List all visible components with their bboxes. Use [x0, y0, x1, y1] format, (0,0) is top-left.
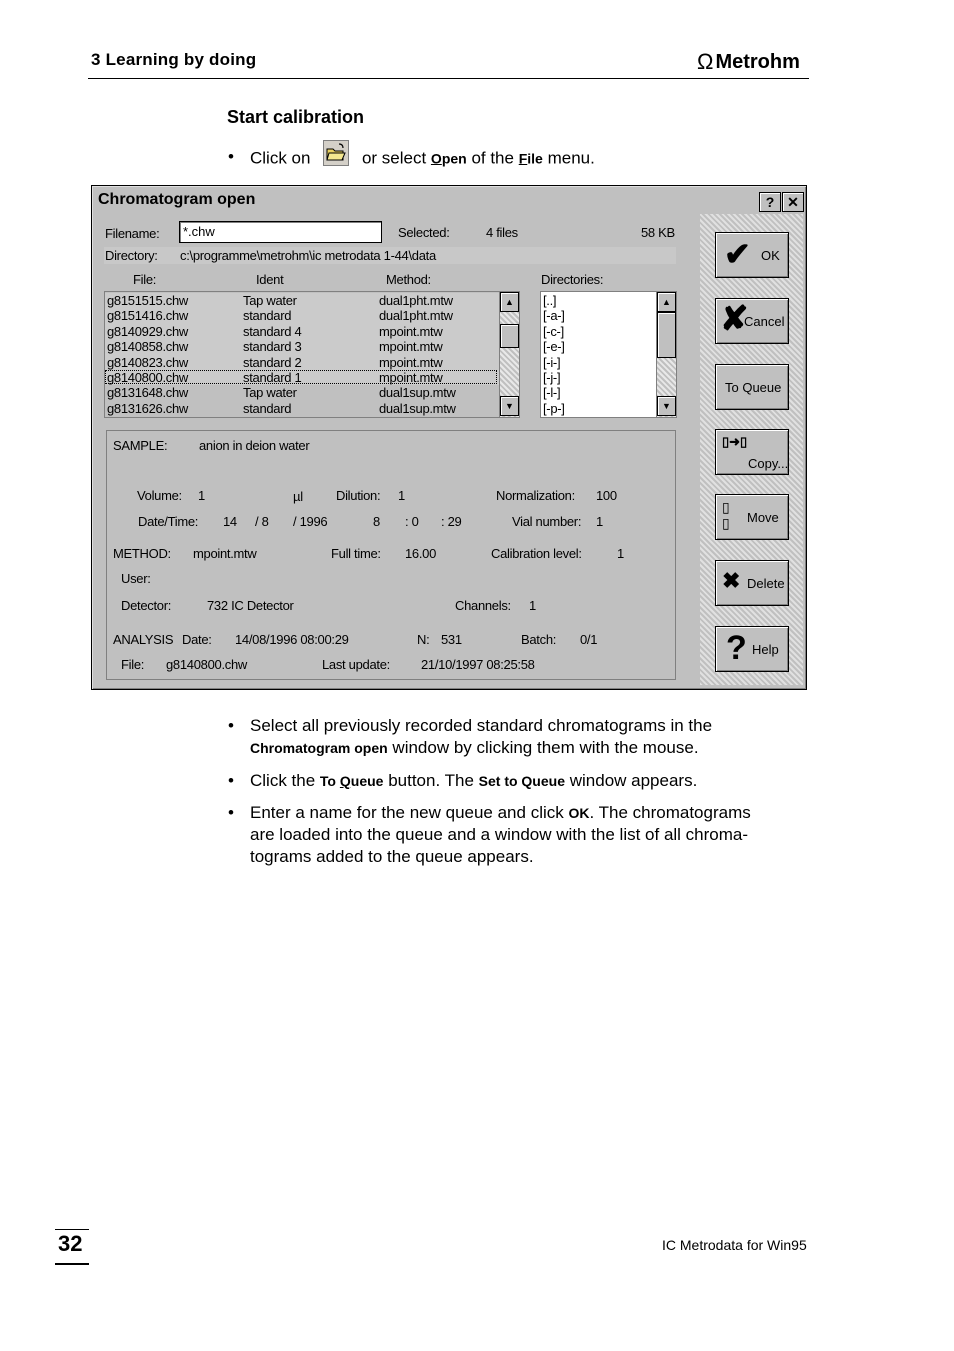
- open-menu-ref: Open: [430, 150, 467, 167]
- col-method-header[interactable]: Method:: [344, 270, 448, 288]
- channels-value: 1: [529, 598, 536, 613]
- sample-label: SAMPLE:: [113, 438, 168, 453]
- page-number-rule-top: [55, 1229, 89, 1230]
- date-label: Date:: [182, 632, 212, 647]
- directory-item[interactable]: [-j-]: [543, 370, 561, 385]
- vial-label: Vial number:: [512, 514, 582, 529]
- date-value: 14/08/1996 08:00:29: [235, 632, 349, 647]
- bullet-click-to-queue: • Click the To Queue button. The Set to Queue window appears.: [228, 771, 698, 790]
- filename-input[interactable]: *.chw: [179, 221, 382, 243]
- analysis-label: ANALYSIS: [113, 632, 174, 647]
- datetime-label: Date/Time:: [138, 514, 199, 529]
- scroll-thumb[interactable]: [657, 312, 676, 358]
- omega-logo-icon: Ω: [697, 49, 714, 74]
- directory-item[interactable]: [-i-]: [543, 355, 561, 370]
- delete-icon: ✖: [722, 568, 741, 593]
- question-mark-icon: ?: [726, 629, 747, 667]
- datetime-day: 14: [223, 514, 237, 529]
- dilution-value: 1: [398, 488, 405, 503]
- volume-value: 1: [198, 488, 205, 503]
- method-label: METHOD:: [113, 546, 171, 561]
- step-open: • Click on or select Open of the File menu.: [250, 146, 595, 172]
- directory-item[interactable]: [-e-]: [543, 339, 565, 354]
- datetime-min: : 0: [405, 514, 419, 529]
- close-button[interactable]: ✕: [782, 192, 804, 212]
- copy-button[interactable]: ▯➜▯ Copy...: [715, 429, 789, 475]
- move-files-icon: ▯ ▯: [722, 499, 730, 531]
- n-label: N:: [417, 632, 430, 647]
- scroll-up-icon[interactable]: ▲: [657, 292, 676, 312]
- normalization-value: 100: [596, 488, 617, 503]
- brand-logo: [697, 49, 800, 75]
- sample-value: anion in deion water: [199, 438, 310, 453]
- method-value: mpoint.mtw: [193, 546, 257, 561]
- file-list-scrollbar[interactable]: [499, 292, 519, 417]
- col-file-header[interactable]: File:: [104, 270, 166, 288]
- directory-item[interactable]: [..]: [543, 293, 557, 308]
- cancel-button[interactable]: ✘ Cancel: [715, 298, 789, 344]
- file-list[interactable]: g8151515.chw Tap water dual1pht.mtw g8151416.chw standard dual1pht.mtw g8140929.chw standard 4 mpoint.mtw g8140858.chw standard 3 mpoint.mtw g8140823.chw standard 2 mpoint.mtw g8140800.chw standard 1 mpoint.mtw g8131648.chw Tap water dual1sup.mtw g8131626.chw standard dual1sup.mtw ▲ ▼: [104, 291, 520, 418]
- selected-size: 58 KB: [641, 225, 675, 240]
- col-directories-header: Directories:: [541, 272, 604, 287]
- dialog-title: Chromatogram open: [98, 191, 256, 208]
- vial-value: 1: [596, 514, 603, 529]
- batch-value: 0/1: [580, 632, 598, 647]
- open-folder-icon: [323, 140, 349, 166]
- directory-item[interactable]: [-p-]: [543, 401, 565, 416]
- channels-label: Channels:: [455, 598, 511, 613]
- page-number-rule: [55, 1263, 89, 1265]
- datetime-year: / 1996: [293, 514, 328, 529]
- last-update-value: 21/10/1997 08:25:58: [421, 657, 535, 672]
- batch-label: Batch:: [521, 632, 557, 647]
- datetime-sec: : 29: [441, 514, 462, 529]
- copy-files-icon: ▯➜▯: [722, 434, 748, 449]
- checkmark-icon: ✔: [724, 236, 751, 272]
- volume-unit: µl: [293, 489, 303, 504]
- scroll-thumb[interactable]: [500, 324, 519, 348]
- section-title: Start calibration: [227, 107, 365, 127]
- page-number: 32: [58, 1231, 83, 1256]
- selected-count: 4 files: [486, 225, 518, 240]
- delete-button[interactable]: ✖ Delete: [715, 560, 789, 606]
- fulltime-label: Full time:: [331, 546, 381, 561]
- file-label: File:: [121, 657, 145, 672]
- scroll-down-icon[interactable]: ▼: [657, 396, 676, 416]
- detector-label: Detector:: [121, 598, 172, 613]
- footer-product: IC Metrodata for Win95: [662, 1237, 807, 1253]
- move-button[interactable]: ▯ ▯ Move: [715, 494, 789, 540]
- bullet-enter-name: • Enter a name for the new queue and click OK. The chromatograms are loaded into the queue and a window with the list of all chroma- tograms added to the queue appears.: [228, 803, 751, 866]
- help-title-button[interactable]: ?: [759, 192, 781, 212]
- calibration-level-value: 1: [617, 546, 624, 561]
- file-menu-ref: File: [518, 150, 543, 167]
- volume-label: Volume:: [137, 488, 182, 503]
- header-rule: [88, 78, 809, 79]
- normalization-label: Normalization:: [496, 488, 575, 503]
- scroll-down-icon[interactable]: ▼: [500, 396, 519, 416]
- n-value: 531: [441, 632, 462, 647]
- directory-path: c:\programme\metrohm\ic metrodata 1-44\data: [180, 248, 436, 263]
- dilution-label: Dilution:: [336, 488, 381, 503]
- calibration-level-label: Calibration level:: [491, 546, 582, 561]
- directory-item[interactable]: [-a-]: [543, 308, 565, 323]
- directory-item[interactable]: [-l-]: [543, 385, 561, 400]
- col-ident-header[interactable]: Ident: [168, 270, 342, 288]
- directory-label: Directory:: [105, 248, 158, 263]
- datetime-month: / 8: [255, 514, 269, 529]
- directory-list[interactable]: [540, 291, 677, 418]
- user-label: User:: [121, 571, 151, 586]
- to-queue-button[interactable]: To Queue: [715, 364, 789, 410]
- brand-name: Metrohm: [715, 50, 800, 73]
- ok-button[interactable]: ✔ OK: [715, 232, 789, 278]
- file-value: g8140800.chw: [166, 657, 247, 672]
- fulltime-value: 16.00: [405, 546, 437, 561]
- detector-value: 732 IC Detector: [207, 598, 294, 613]
- last-update-label: Last update:: [322, 657, 390, 672]
- selected-label: Selected:: [398, 225, 450, 240]
- filename-label: Filename:: [105, 226, 160, 241]
- dialog-titlebar: [95, 189, 803, 211]
- directory-item[interactable]: [-c-]: [543, 324, 564, 339]
- help-button[interactable]: ? Help: [715, 626, 789, 672]
- scroll-up-icon[interactable]: ▲: [500, 292, 519, 312]
- bullet-select-standards: • Select all previously recorded standard chromatograms in the Chromatogram open window by clicking them with the mouse.: [228, 716, 713, 757]
- datetime-hour: 8: [373, 514, 380, 529]
- chapter-heading: 3 Learning by doing: [91, 50, 257, 69]
- cross-icon: ✘: [720, 300, 749, 338]
- directory-list-scrollbar[interactable]: [656, 292, 676, 417]
